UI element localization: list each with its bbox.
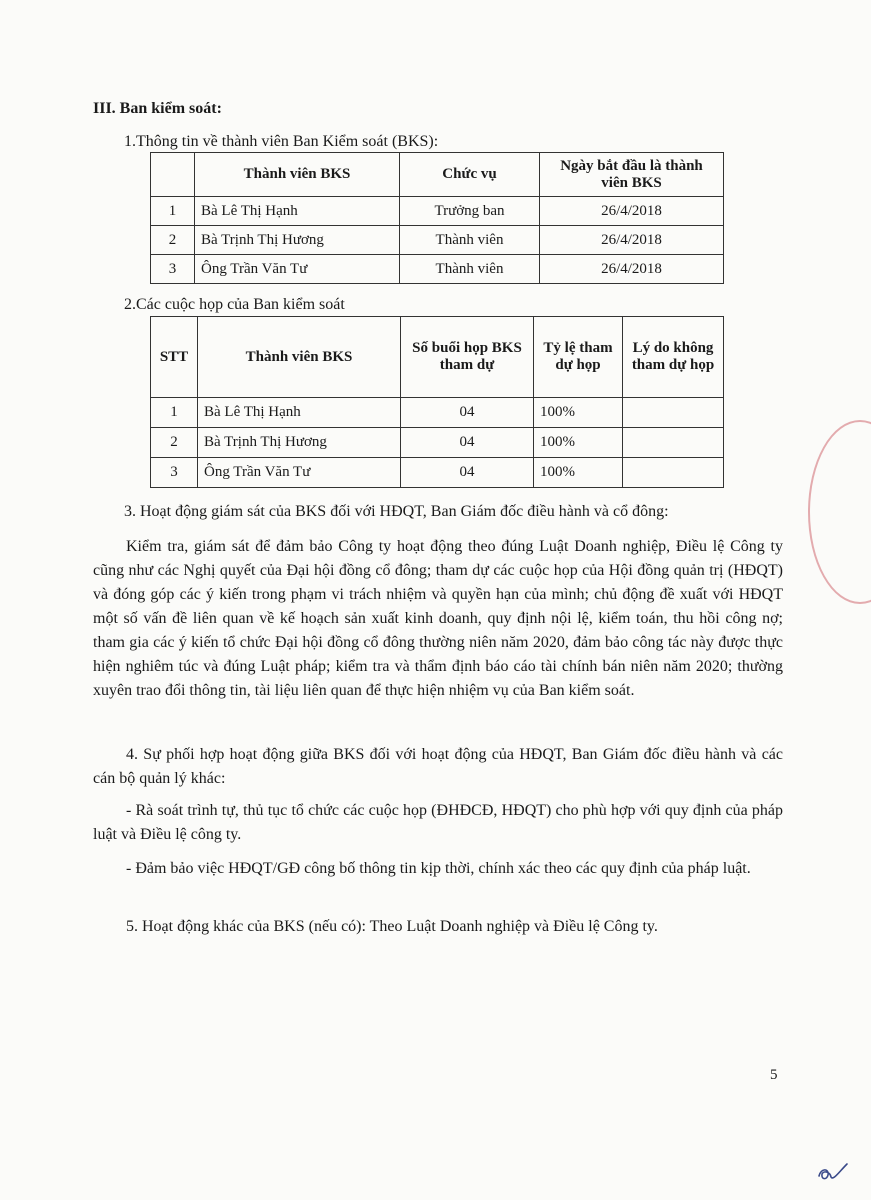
meetings-header-rate: Tỷ lệ tham dự họp bbox=[534, 317, 623, 398]
cell-count: 04 bbox=[401, 428, 534, 458]
cell-stt: 3 bbox=[151, 255, 195, 284]
cell-name: Ông Trần Văn Tư bbox=[198, 458, 401, 488]
cell-rate: 100% bbox=[534, 458, 623, 488]
meetings-subtitle: 2.Các cuộc họp của Ban kiểm soát bbox=[124, 296, 345, 313]
table-row bbox=[151, 458, 724, 488]
cell-rate: 100% bbox=[534, 398, 623, 428]
meetings-header-name: Thành viên BKS bbox=[198, 317, 401, 398]
meetings-table bbox=[150, 316, 724, 488]
cell-stt: 1 bbox=[151, 398, 198, 428]
cell-count: 04 bbox=[401, 398, 534, 428]
cell-date: 26/4/2018 bbox=[540, 197, 724, 226]
meetings-header-count: Số buổi họp BKS tham dự bbox=[401, 317, 534, 398]
cell-position: Trưởng ban bbox=[400, 197, 540, 226]
cell-count: 04 bbox=[401, 458, 534, 488]
cell-position: Thành viên bbox=[400, 226, 540, 255]
table-row bbox=[151, 255, 724, 284]
cell-reason bbox=[623, 458, 724, 488]
cell-date: 26/4/2018 bbox=[540, 226, 724, 255]
cell-date: 26/4/2018 bbox=[540, 255, 724, 284]
table-row bbox=[151, 428, 724, 458]
cell-position: Thành viên bbox=[400, 255, 540, 284]
meetings-header-reason: Lý do không tham dự họp bbox=[623, 317, 724, 398]
members-header-position: Chức vụ bbox=[400, 153, 540, 197]
cell-name: Bà Trịnh Thị Hương bbox=[198, 428, 401, 458]
cell-stt: 2 bbox=[151, 226, 195, 255]
meetings-header-row bbox=[151, 317, 724, 398]
section-3-text: Kiểm tra, giám sát để đảm bảo Công ty hoạt động theo đúng Luật Doanh nghiệp, Điều lệ Công ty cũng như các Nghị quyết của Đại hội đồng cổ đông; tham dự các cuộc họp của Hội đồng quản trị (HĐQT) và đóng góp các ý kiến trong phạm vi trách nhiệm và quyền hạn của mình; chủ động đề xuất với HĐQT một số vấn đề liên quan về kế hoạch sản xuất kinh doanh, quy định nội lệ, kiểm toán, thu hồi công nợ; tham gia các ý kiến tổ chức Đại hội đồng cổ đông thường niên năm 2020, đảm bảo công tác này được thực hiện nghiêm túc và đúng Luật pháp; kiểm tra và thẩm định báo cáo tài chính bán niên năm 2020; thường xuyên trao đổi thông tin, tài liệu liên quan để thực hiện nhiệm vụ của Ban kiểm soát. bbox=[93, 538, 783, 699]
cell-reason bbox=[623, 398, 724, 428]
members-subtitle: 1.Thông tin về thành viên Ban Kiểm soát (BKS): bbox=[124, 133, 439, 150]
cell-reason bbox=[623, 428, 724, 458]
meetings-header-stt: STT bbox=[151, 317, 198, 398]
cell-name: Ông Trần Văn Tư bbox=[195, 255, 400, 284]
members-table bbox=[150, 152, 724, 284]
cell-stt: 3 bbox=[151, 458, 198, 488]
cell-stt: 2 bbox=[151, 428, 198, 458]
section-4-item-a: - Rà soát trình tự, thủ tục tổ chức các cuộc họp (ĐHĐCĐ, HĐQT) cho phù hợp với quy định của pháp luật và Điều lệ công ty. bbox=[93, 802, 783, 843]
handwritten-initial-icon bbox=[815, 1158, 851, 1184]
table-row bbox=[151, 197, 724, 226]
table-row bbox=[151, 226, 724, 255]
cell-stt: 1 bbox=[151, 197, 195, 226]
members-header-stt bbox=[151, 153, 195, 197]
table-row bbox=[151, 398, 724, 428]
company-stamp-icon bbox=[808, 420, 871, 604]
cell-rate: 100% bbox=[534, 428, 623, 458]
page-number: 5 bbox=[770, 1067, 778, 1083]
section-4-item-b: - Đảm bảo việc HĐQT/GĐ công bố thông tin kịp thời, chính xác theo các quy định của pháp luật. bbox=[126, 860, 751, 877]
section-title: III. Ban kiểm soát: bbox=[93, 100, 222, 117]
cell-name: Bà Lê Thị Hạnh bbox=[195, 197, 400, 226]
cell-name: Bà Lê Thị Hạnh bbox=[198, 398, 401, 428]
section-4-heading: 4. Sự phối hợp hoạt động giữa BKS đối với hoạt động của HĐQT, Ban Giám đốc điều hành và các cán bộ quản lý khác: bbox=[93, 746, 783, 787]
cell-name: Bà Trịnh Thị Hương bbox=[195, 226, 400, 255]
members-header-start-date: Ngày bắt đầu là thành viên BKS bbox=[540, 153, 724, 197]
section-3-heading: 3. Hoạt động giám sát của BKS đối với HĐQT, Ban Giám đốc điều hành và cổ đông: bbox=[124, 503, 669, 520]
members-header-name: Thành viên BKS bbox=[195, 153, 400, 197]
members-header-row bbox=[151, 153, 724, 197]
section-5-text: 5. Hoạt động khác của BKS (nếu có): Theo Luật Doanh nghiệp và Điều lệ Công ty. bbox=[126, 918, 658, 935]
